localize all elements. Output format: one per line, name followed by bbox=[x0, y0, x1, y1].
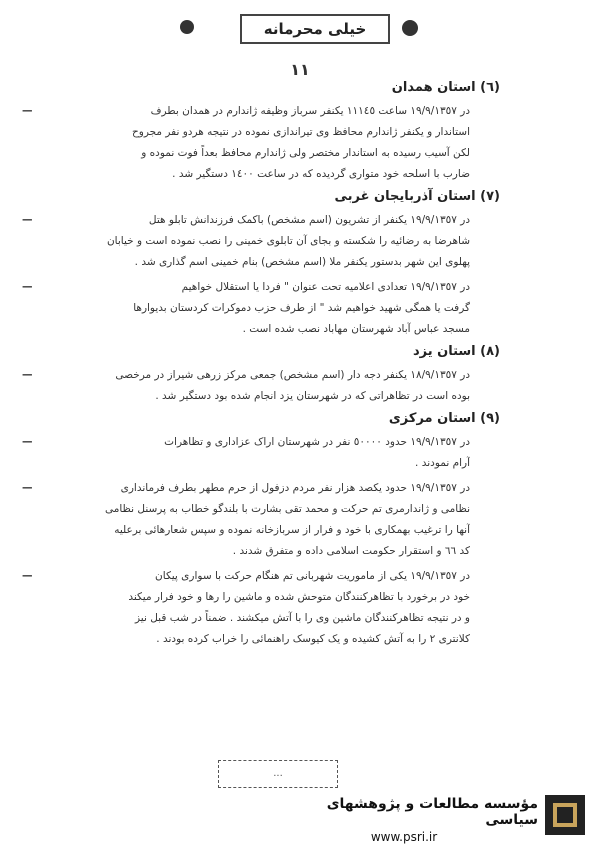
section-title: (٩) استان مرکزی bbox=[388, 411, 500, 426]
bullet-dash-icon: — bbox=[22, 214, 33, 226]
paragraph-line: نظامی و ژاندارمری تم حرکت و محمد تقی بشارت با بلندگو خطاب به پرسنل نظامی bbox=[104, 503, 470, 515]
paragraph-line: مسجد عباس آباد شهرستان مهاباد نصب شده است . bbox=[242, 323, 470, 335]
report-paragraph bbox=[22, 432, 500, 474]
report-paragraph bbox=[22, 277, 500, 340]
bullet-dash-icon: — bbox=[22, 105, 33, 117]
ink-seal-right bbox=[402, 20, 418, 36]
paragraph-line: کد ٦٦ و استقرار حکومت اسلامی داده و متفرق شدند . bbox=[232, 545, 470, 557]
paragraph-line: در ١٩/٩/١٣٥٧ ساعت ١١١٤٥ یکنفر سرباز وظیفه ژاندارم در همدان بطرف bbox=[150, 105, 470, 117]
section-title: (٧) استان آذربایجان غربی bbox=[334, 189, 500, 204]
psri-logo bbox=[545, 795, 585, 835]
watermark-url: www.psri.ir bbox=[370, 830, 438, 844]
paragraph-line: استاندار و یکنفر ژاندارم محافظ وی تیراندازی نموده در نتیجه هردو نفر مجروح bbox=[131, 126, 470, 138]
page-number: ١١ bbox=[290, 60, 310, 79]
paragraph-line: لکن آسیب رسیده به استاندار مختصر ولی ژاندارم محافظ بعداً فوت نموده و bbox=[141, 147, 470, 159]
paragraph-line: کلانتری ٢ را به آتش کشیده و یک کیوسک راهنمائی را خراب کرده بودند . bbox=[156, 633, 470, 645]
bullet-dash-icon: — bbox=[22, 570, 33, 582]
report-paragraph bbox=[22, 365, 500, 407]
watermark bbox=[270, 796, 538, 844]
classification-stamp: خیلی محرمانه bbox=[240, 14, 390, 44]
report-paragraph bbox=[22, 566, 500, 650]
report-paragraph bbox=[22, 478, 500, 562]
logo-mark-icon bbox=[553, 803, 577, 827]
paragraph-line: آرام نمودند . bbox=[415, 457, 470, 469]
paragraph-line: و در نتیجه تظاهرکنندگان ماشین وی را با آتش میکشند . ضمناً در شب قبل نیز bbox=[135, 612, 470, 624]
paragraph-line: بوده است در تظاهراتی که در شهرستان یزد انجام شده بود دستگیر شد . bbox=[155, 390, 470, 402]
paragraph-line: خود در برخورد با تظاهرکنندگان متوحش شده و ماشین را رها و خود فرار میکند bbox=[128, 591, 470, 603]
paragraph-line: در ١٩/٩/١٣٥٧ حدود ٥٠٠٠٠ نفر در شهرستان اراک عزاداری و تظاهرات bbox=[164, 436, 470, 448]
section-title: (٦) استان همدان bbox=[391, 80, 500, 95]
bullet-dash-icon: — bbox=[22, 436, 33, 448]
paragraph-line: پهلوی این شهر بدستور یکنفر ملا (اسم مشخص) بنام خمینی اسم گذاری شد . bbox=[134, 256, 470, 268]
bullet-dash-icon: — bbox=[22, 369, 33, 381]
paragraph-line: شاهرضا به رضائیه را شکسته و بجای آن تابلوی خمینی را نصب نموده است و خیابان bbox=[106, 235, 470, 247]
paragraph-line: در ١٩/٩/١٣٥٧ یکی از ماموریت شهربانی تم هنگام حرکت با سواری پیکان bbox=[155, 570, 470, 582]
bullet-dash-icon: — bbox=[22, 482, 33, 494]
bullet-dash-icon: — bbox=[22, 281, 33, 293]
paragraph-line: در ١٩/٩/١٣٥٧ یکنفر از تشریون (اسم مشخص) باکمک فرزندانش تابلو هتل bbox=[148, 214, 470, 226]
paragraph-line: در ١٨/٩/١٣٥٧ یکنفر دجه دار (اسم مشخص) جمعی مرکز زرهی شیراز در مرخصی bbox=[115, 369, 470, 381]
footer-stamp: ... bbox=[218, 760, 338, 788]
section-title: (٨) استان یزد bbox=[412, 344, 500, 359]
paragraph-line: گرفت یا همگی شهید خواهیم شد " از طرف حزب دموکرات کردستان بدیوارها bbox=[133, 302, 470, 314]
document-body bbox=[22, 76, 500, 654]
paragraph-line: در ١٩/٩/١٣٥٧ تعدادی اعلامیه تحت عنوان " فردا یا استقلال خواهیم bbox=[181, 281, 470, 293]
paragraph-line: در ١٩/٩/١٣٥٧ حدود یکصد هزار نفر مردم دزفول از حرم مطهر بطرف فرمانداری bbox=[120, 482, 470, 494]
report-paragraph bbox=[22, 101, 500, 185]
ink-seal-left bbox=[180, 20, 194, 34]
paragraph-line: آنها را ترغیب بهمکاری با خود و فرار از سربازخانه نموده و سپس شعارهائی برعلیه bbox=[114, 524, 470, 536]
report-paragraph bbox=[22, 210, 500, 273]
watermark-org-name: مؤسسه مطالعات و پژوهشهای سیاسی bbox=[326, 796, 538, 828]
paragraph-line: ضارب با اسلحه خود متواری گردیده که در ساعت ١٤٠٠ دستگیر شد . bbox=[172, 168, 470, 180]
